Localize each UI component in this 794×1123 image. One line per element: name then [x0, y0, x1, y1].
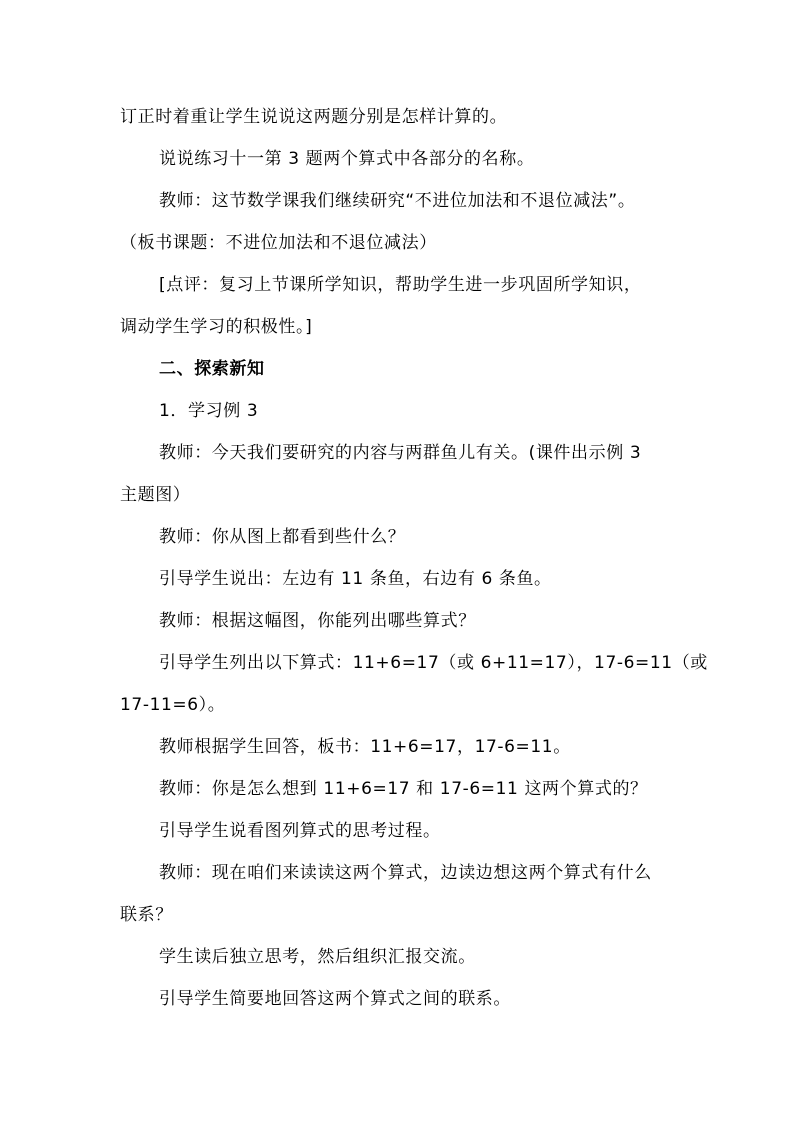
paragraph-line-3: 教师：这节数学课我们继续研究“不进位加法和不退位减法”。 — [159, 191, 636, 211]
paragraph-line-18: 引导学生说看图列算式的思考过程。 — [159, 821, 441, 841]
paragraph-line-19: 教师：现在咱们来读读这两个算式，边读边想这两个算式有什么 — [159, 863, 652, 883]
subsection-heading: 1．学习例 3 — [159, 401, 259, 421]
paragraph-line-2: 说说练习十一第 3 题两个算式中各部分的名称。 — [159, 149, 535, 169]
paragraph-line-13: 教师：根据这幅图，你能列出哪些算式？ — [159, 611, 476, 631]
paragraph-line-6: 调动学生学习的积极性。] — [120, 317, 313, 337]
section-heading: 二、探索新知 — [159, 359, 265, 379]
paragraph-line-15: 17-11=6）。 — [120, 695, 226, 715]
paragraph-line-16: 教师根据学生回答，板书：11+6=17，17-6=11。 — [159, 737, 571, 757]
paragraph-line-21: 学生读后独立思考，然后组织汇报交流。 — [159, 947, 476, 967]
paragraph-line-17: 教师：你是怎么想到 11+6=17 和 17-6=11 这两个算式的？ — [159, 779, 648, 799]
paragraph-line-22: 引导学生简要地回答这两个算式之间的联系。 — [159, 989, 511, 1009]
paragraph-line-4: （板书课题：不进位加法和不退位减法） — [120, 233, 437, 253]
paragraph-line-1: 订正时着重让学生说说这两题分别是怎样计算的。 — [120, 107, 508, 127]
paragraph-line-12: 引导学生说出：左边有 11 条鱼，右边有 6 条鱼。 — [159, 569, 552, 589]
paragraph-line-5: [点评：复习上节课所学知识，帮助学生进一步巩固所学知识， — [159, 275, 642, 295]
paragraph-line-11: 教师：你从图上都看到些什么？ — [159, 527, 406, 547]
paragraph-line-10: 主题图） — [120, 485, 191, 505]
paragraph-line-14: 引导学生列出以下算式：11+6=17（或 6+11=17），17-6=11（或 — [159, 653, 708, 673]
paragraph-line-9: 教师：今天我们要研究的内容与两群鱼儿有关。(课件出示例 3 — [159, 443, 642, 463]
paragraph-line-20: 联系？ — [120, 905, 173, 925]
